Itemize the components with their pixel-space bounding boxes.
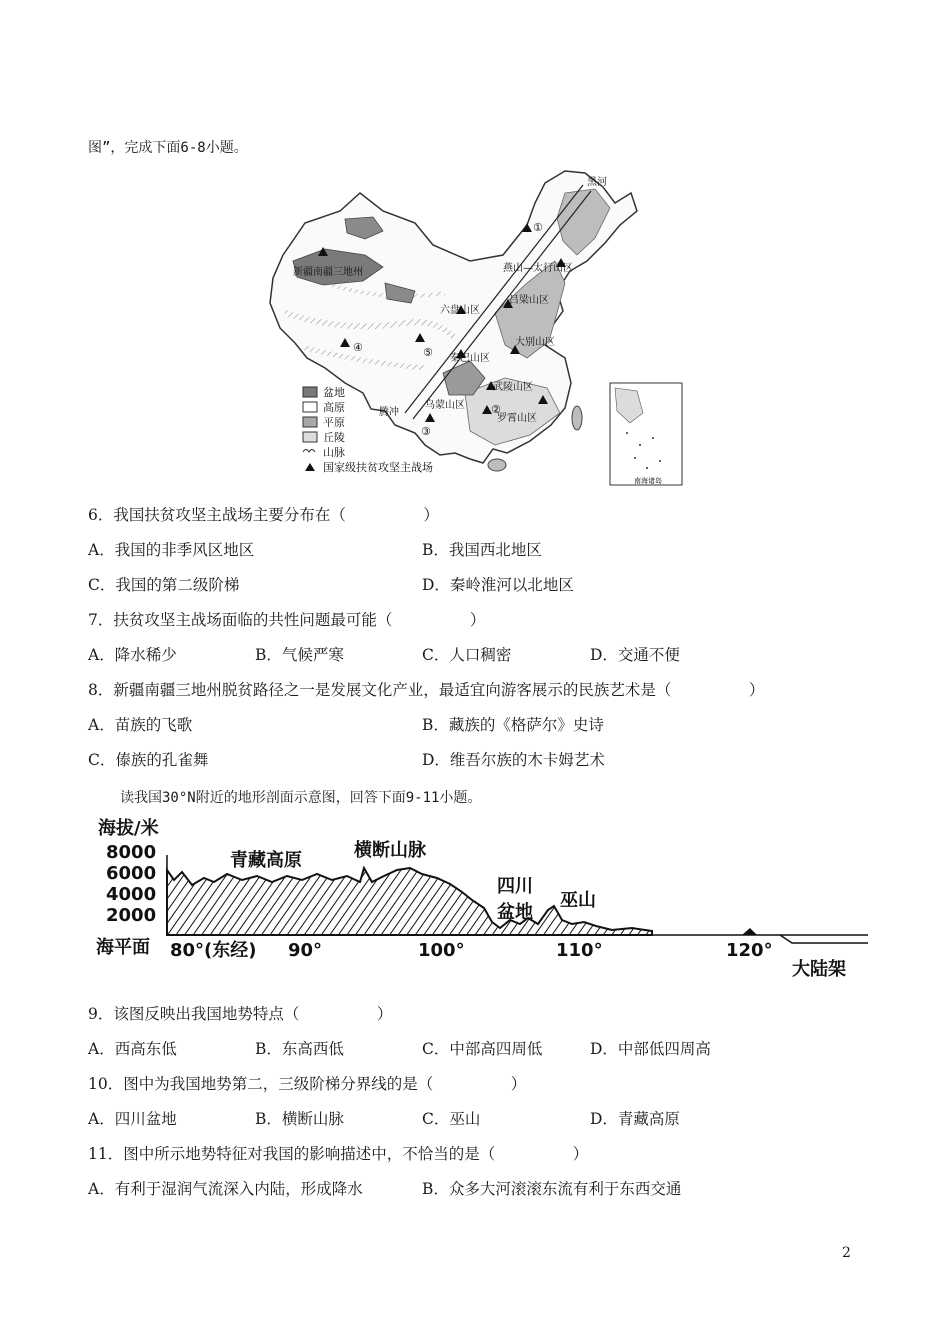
q10-option-d[interactable]: D．青藏高原 — [590, 1110, 680, 1128]
label-continental-shelf: 大陆架 — [792, 959, 846, 980]
question-10-stem: 10．图中为我国地势第二，三级阶梯分界线的是（ ） — [88, 1075, 527, 1093]
legend-hills: 丘陵 — [323, 431, 345, 444]
question-11-stem: 11．图中所示地势特征对我国的影响描述中，不恰当的是（ ） — [88, 1145, 589, 1163]
legend-poverty: 国家级扶贫攻坚主战场 — [323, 461, 433, 474]
shelf-line — [780, 935, 868, 943]
label-qingzang: 青藏高原 — [230, 850, 302, 871]
legend-swatch — [303, 417, 317, 427]
q7-option-c[interactable]: C．人口稠密 — [422, 646, 512, 664]
q8-option-d[interactable]: D．维吾尔族的木卡姆艺术 — [422, 751, 605, 769]
question-9-stem: 9．该图反映出我国地势特点（ ） — [88, 1005, 393, 1023]
ytick-8000: 8000 — [106, 842, 157, 863]
q6-option-c[interactable]: C．我国的第二级阶梯 — [88, 576, 240, 594]
circled-3: ③ — [421, 425, 431, 438]
y-axis-title: 海拔/米 — [98, 818, 159, 839]
xtick-100: 100° — [418, 940, 465, 961]
label-tengchong: 腾冲 — [379, 407, 399, 418]
label-wuling: 武陵山区 — [493, 382, 533, 393]
q7-option-a[interactable]: A．降水稀少 — [88, 646, 177, 664]
circled-5: ⑤ — [423, 346, 433, 359]
q6-option-d[interactable]: D．秦岭淮河以北地区 — [422, 576, 574, 594]
q6-option-a[interactable]: A．我国的非季风区地区 — [88, 541, 255, 559]
legend-swatch — [303, 432, 317, 442]
ytick-6000: 6000 — [106, 863, 157, 884]
q8-option-b[interactable]: B．藏族的《格萨尔》史诗 — [422, 716, 604, 734]
label-heihe: 黑河 — [587, 177, 607, 188]
intro-text: 图”，完成下面6-8小题。 — [88, 140, 248, 156]
q9-option-a[interactable]: A．西高东低 — [88, 1040, 177, 1058]
xtick-120: 120° — [726, 940, 773, 961]
label-luoxiao: 罗霄山区 — [497, 413, 537, 424]
sea-level-label: 海平面 — [96, 937, 150, 958]
q7-option-b[interactable]: B．气候严寒 — [255, 646, 344, 664]
china-poverty-map — [265, 163, 685, 488]
legend-swatch — [303, 402, 317, 412]
q10-option-c[interactable]: C．巫山 — [422, 1110, 481, 1128]
label-liupan: 六盘山区 — [440, 305, 480, 316]
circled-1: ① — [533, 221, 543, 234]
label-sichuan-1: 四川 — [497, 876, 533, 897]
xtick-90: 90° — [288, 940, 323, 961]
q9-option-c[interactable]: C．中部高四周低 — [422, 1040, 543, 1058]
xtick-110: 110° — [556, 940, 603, 961]
label-xinjiang: 新疆南疆三地州 — [293, 267, 363, 278]
ytick-4000: 4000 — [106, 884, 157, 905]
intro-text-2: 读我国30°N附近的地形剖面示意图，回答下面9-11小题。 — [120, 790, 482, 806]
legend-basin: 盆地 — [323, 386, 345, 399]
label-wumeng: 乌蒙山区 — [425, 400, 465, 411]
question-8-stem: 8．新疆南疆三地州脱贫路径之一是发展文化产业，最适宜向游客展示的民族艺术是（ ） — [88, 681, 765, 699]
ytick-2000: 2000 — [106, 905, 157, 926]
label-lvliang: 吕梁山区 — [509, 295, 549, 306]
question-7-stem: 7．扶贫攻坚主战场面临的共性问题最可能（ ） — [88, 611, 486, 629]
q9-option-b[interactable]: B．东高西低 — [255, 1040, 344, 1058]
label-dabie: 大别山区 — [515, 337, 555, 348]
label-hengduan: 横断山脉 — [354, 840, 426, 861]
label-yanshan: 燕山—太行山区 — [503, 263, 573, 274]
triangle-icon — [305, 463, 315, 471]
mountain-icon — [303, 450, 315, 453]
label-sichuan-2: 盆地 — [497, 902, 533, 923]
page-number: 2 — [842, 1245, 851, 1261]
circled-2: ② — [491, 403, 501, 416]
terrain-profile — [92, 810, 882, 985]
q11-option-a[interactable]: A．有利于湿润气流深入内陆，形成降水 — [88, 1180, 363, 1198]
legend-plain: 平原 — [323, 416, 345, 429]
q8-option-c[interactable]: C．傣族的孔雀舞 — [88, 751, 209, 769]
q8-option-a[interactable]: A．苗族的飞歌 — [88, 716, 193, 734]
circled-4: ④ — [353, 341, 363, 354]
label-wushan: 巫山 — [560, 890, 596, 911]
legend-mountain: 山脉 — [323, 446, 345, 459]
q7-option-d[interactable]: D．交通不便 — [590, 646, 680, 664]
xtick-80: 80°(东经) — [170, 940, 257, 961]
q11-option-b[interactable]: B．众多大河滚滚东流有利于东西交通 — [422, 1180, 682, 1198]
legend-swatch — [303, 387, 317, 397]
q9-option-d[interactable]: D．中部低四周高 — [590, 1040, 711, 1058]
legend-plateau: 高原 — [323, 401, 345, 414]
q6-option-b[interactable]: B．我国西北地区 — [422, 541, 542, 559]
q10-option-a[interactable]: A．四川盆地 — [88, 1110, 177, 1128]
question-6-stem: 6．我国扶贫攻坚主战场主要分布在（ ） — [88, 506, 439, 524]
inset-label: 南海诸岛 — [634, 477, 662, 485]
q10-option-b[interactable]: B．横断山脉 — [255, 1110, 344, 1128]
label-qinba: 秦巴山区 — [450, 353, 490, 364]
